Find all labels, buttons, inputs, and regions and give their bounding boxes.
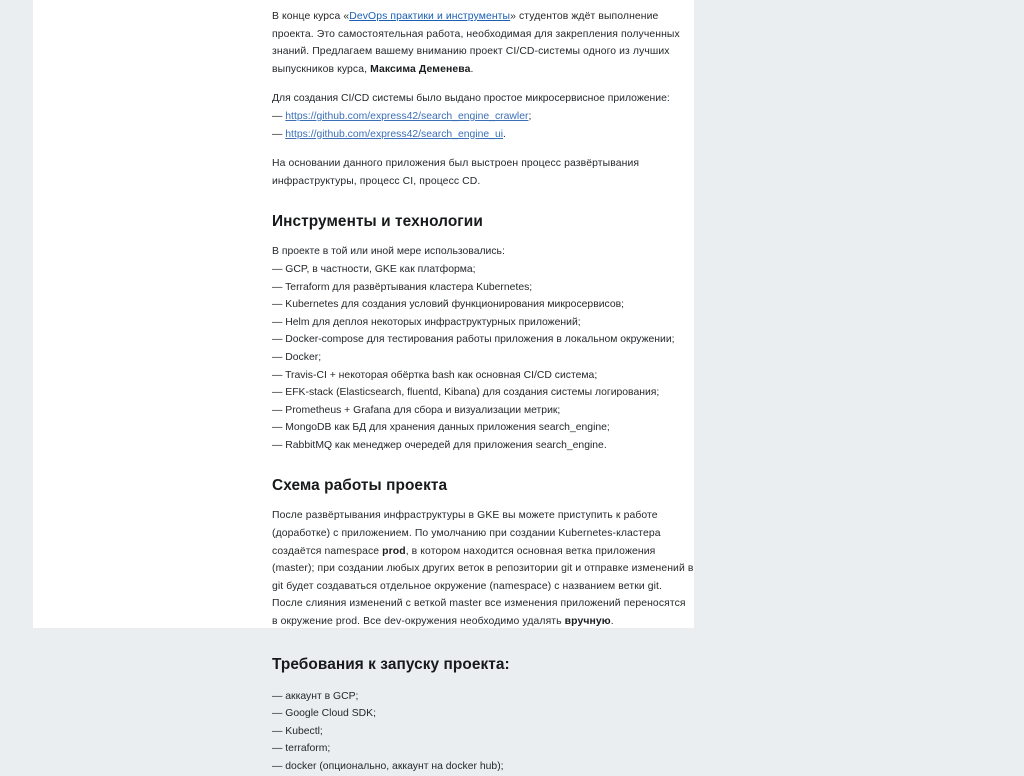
list-item: — Docker-compose для тестирования работы приложения в локальном окружении;	[272, 334, 675, 346]
repository-link-list	[272, 108, 694, 143]
list-item	[272, 126, 694, 144]
intro-paragraph-1	[272, 8, 694, 78]
requirements-list	[272, 688, 694, 776]
list-item: — Travis-CI + некоторая обёртка bash как основная CI/CD система;	[272, 369, 598, 381]
scheme-text-part-2: , в котором находится основная ветка приложения (master); при создании любых других веток в репозитории git и отправке изменений в git будет создаваться отдельное окружение (namespace) с названием ветки git. После слияния изменений с веткой master все изменения приложений переносятся в окружение prod. Все dev-окружения необходимо удалять	[272, 545, 694, 628]
list-item: — GCP, в частности, GKE как платформа;	[272, 263, 476, 275]
list-item: — Docker;	[272, 351, 322, 363]
section-heading-scheme: Схема работы проекта	[272, 477, 448, 495]
section-heading-tools: Инструменты и технологии	[272, 213, 483, 231]
list-item: — Google Cloud SDK;	[272, 708, 376, 720]
intro-text-part-1: В конце курса «	[272, 11, 350, 22]
dash-marker: —	[272, 110, 283, 122]
list-item: — RabbitMQ как менеджер очередей для приложения search_engine.	[272, 439, 607, 451]
dash-marker: —	[272, 128, 283, 140]
repo-link-crawler[interactable]: https://github.com/express42/search_engine_crawler	[285, 110, 529, 122]
tools-lead-line: В проекте в той или иной мере использовались:	[272, 246, 505, 258]
devops-course-link[interactable]: DevOps практики и инструменты	[349, 11, 511, 22]
repo-link-suffix: ;	[528, 110, 532, 122]
namespace-prod-emphasis: prod	[382, 545, 406, 557]
list-item: — MongoDB как БД для хранения данных приложения search_engine;	[272, 422, 610, 434]
list-item: — Kubectl;	[272, 725, 323, 737]
repo-link-suffix: .	[503, 128, 506, 140]
microservice-lead-line: Для создания CI/CD системы было выдано простое микросервисное приложение:	[272, 93, 670, 105]
document-body	[272, 0, 694, 776]
list-item: — terraform;	[272, 743, 331, 755]
document-sheet	[33, 0, 694, 772]
scheme-text-part-1: После развёртывания инфраструктуры в GKE вы можете приступить к работе (доработке) с приложением. По умолчанию при создании Kubernetes-кластера создаётся namespace	[272, 510, 661, 557]
author-name: Максима Деменева	[370, 63, 471, 75]
list-item: — Prometheus + Grafana для сбора и визуализации метрик;	[272, 404, 561, 416]
list-item	[272, 108, 694, 126]
section-heading-requirements: Требования к запуску проекта:	[272, 655, 510, 673]
tools-list	[272, 261, 694, 455]
list-item: — docker (опционально, аккаунт на docker hub);	[272, 761, 504, 772]
list-item: — Helm для деплоя некоторых инфраструктурных приложений;	[272, 316, 581, 328]
intro-text-part-2: » студентов ждёт выполнение проекта. Это самостоятельная работа, необходимая для закрепления полученных знаний. Предлагаем вашему вниманию проект CI/CD-системы одного из лучших выпускников курса,	[272, 11, 680, 75]
intro-paragraph-3: На основании данного приложения был выстроен процесс развёртывания инфраструктуры, процесс CI, процесс CD.	[272, 158, 640, 187]
list-item: — Terraform для развёртывания кластера Kubernetes;	[272, 281, 533, 293]
scheme-text-part-3: .	[610, 616, 614, 628]
repo-link-ui[interactable]: https://github.com/express42/search_engine_ui	[285, 128, 504, 140]
spacer	[272, 143, 694, 155]
list-item: — EFK-stack (Elasticsearch, fluentd, Kibana) для создания системы логирования;	[272, 387, 660, 399]
manual-emphasis: вручную	[564, 616, 611, 628]
intro-text-part-3: .	[470, 63, 474, 75]
scheme-paragraph	[272, 507, 694, 630]
list-item: — аккаунт в GCP;	[272, 690, 359, 702]
list-item: — Kubernetes для создания условий функционирования микросервисов;	[272, 299, 625, 311]
